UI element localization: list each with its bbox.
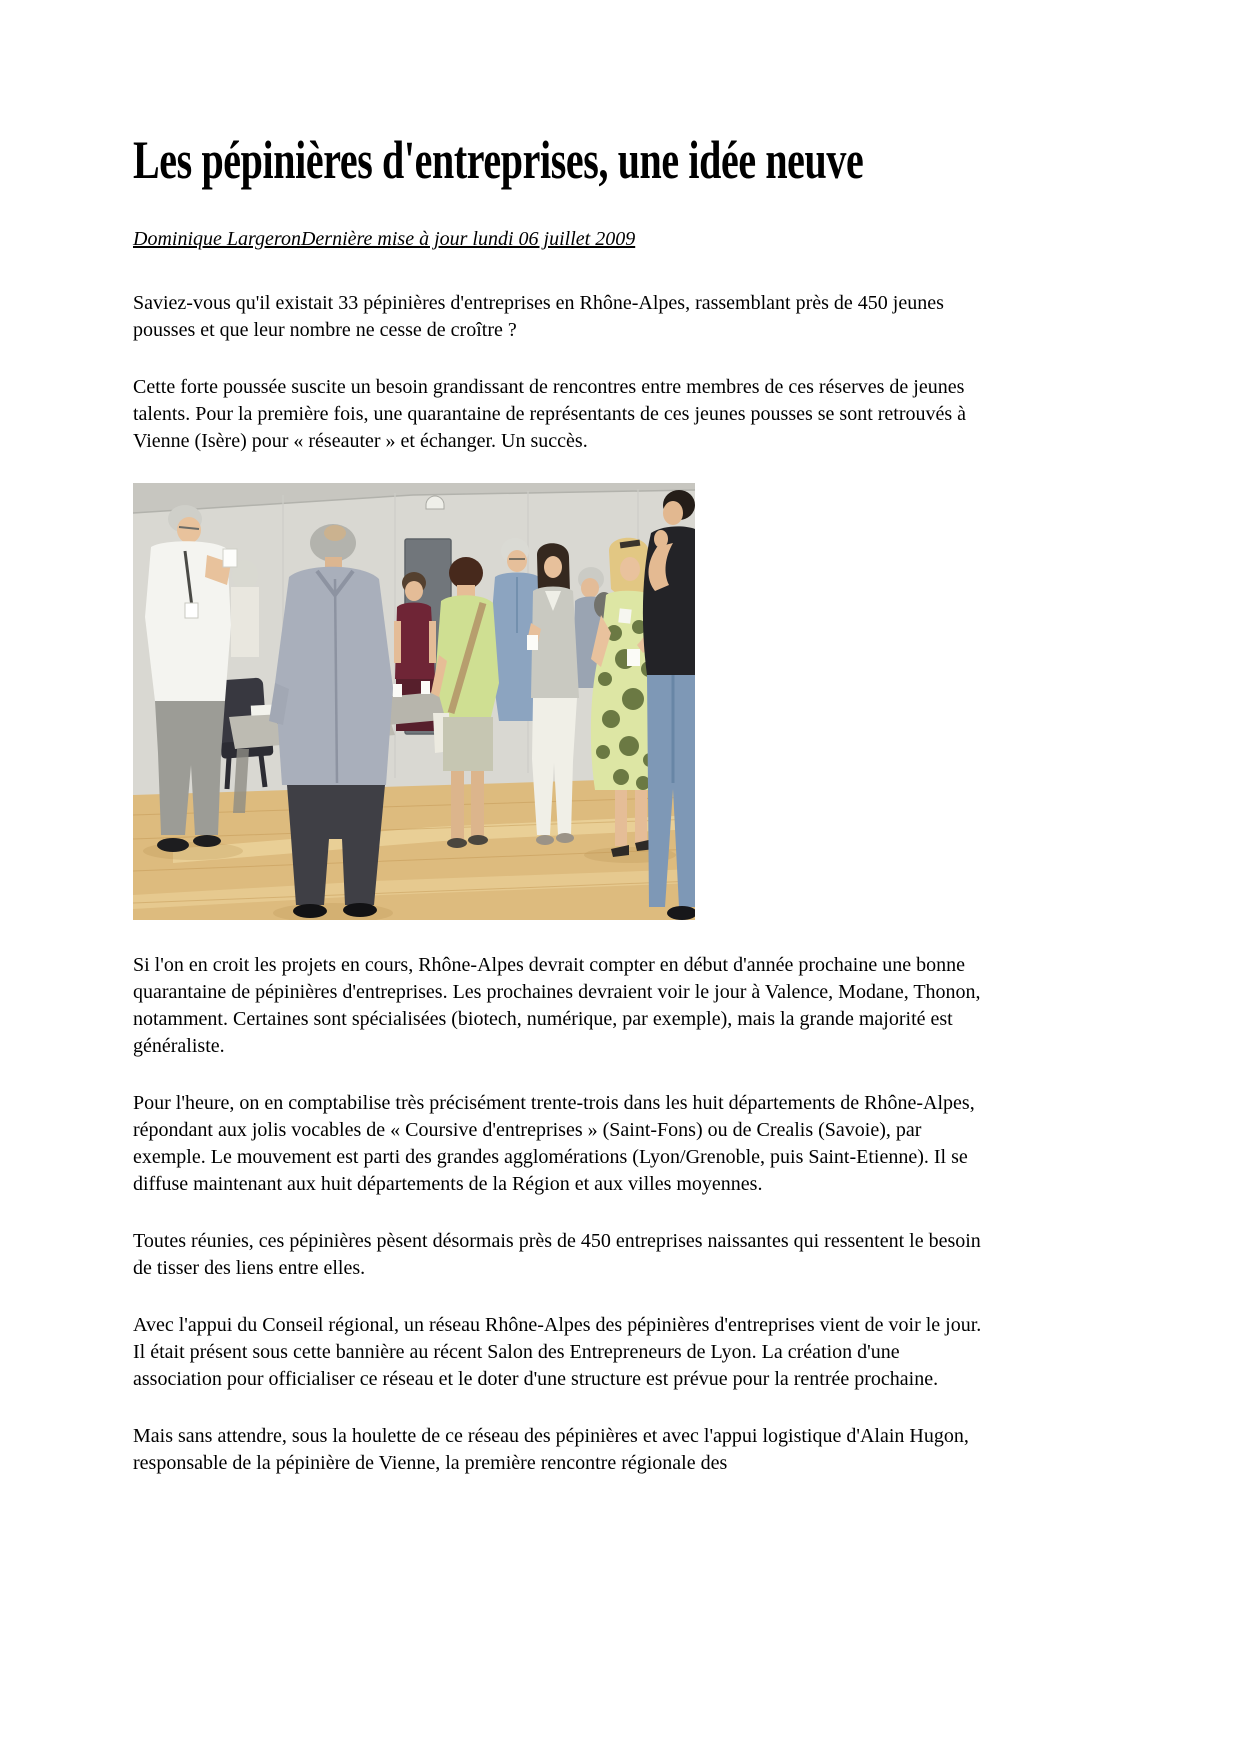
paragraph-7: Mais sans attendre, sous la houlette de ce réseau des pépinières et avec l'appui logistique d'Alain Hugon, responsable de la pépinière de Vienne, la première rencontre régionale des xyxy=(133,1425,969,1474)
photo-person-partial xyxy=(231,560,259,657)
article-byline: Dominique LargeronDernière mise à jour lundi 06 juillet 2009 xyxy=(133,228,636,250)
paragraph-3: Si l'on en croit les projets en cours, Rhône-Alpes devrait compter en début d'année prochaine une bonne quarantaine de pépinières d'entreprises. Les prochaines devraient voir le jour à Valence, Modane, Thonon, notamment. Certaines sont spécialisées (biotech, numérique, par exemple), mais la grande majorité est généraliste. xyxy=(133,954,981,1057)
paragraph-1: Saviez-vous qu'il existait 33 pépinières d'entreprises en Rhône-Alpes, rassemblant près de 450 jeunes pousses et que leur nombre ne cesse de croître ? xyxy=(133,292,944,341)
page-title: Les pépinières d'entreprises, une idée neuve xyxy=(133,130,864,190)
paragraph-6: Avec l'appui du Conseil régional, un réseau Rhône-Alpes des pépinières d'entreprises vient de voir le jour. Il était présent sous cette bannière au récent Salon des Entrepreneurs de Lyon. La création d'une association pour officialiser ce réseau et le doter d'une structure est prévue pour la rentrée prochaine. xyxy=(133,1314,982,1390)
paragraph-5: Toutes réunies, ces pépinières pèsent désormais près de 450 entreprises naissantes qui ressentent le besoin de tisser des liens entre elles. xyxy=(133,1230,981,1279)
event-photo-illustration xyxy=(133,483,695,920)
article-photo xyxy=(133,483,695,920)
wall-lamp xyxy=(426,496,444,509)
article xyxy=(133,0,985,1477)
paragraph-4: Pour l'heure, on en comptabilise très précisément trente-trois dans les huit départements de Rhône-Alpes, répondant aux jolis vocables de « Coursive d'entreprises » (Saint-Fons) ou de Crealis (Savoie), par exemple. Le mouvement est parti des grandes agglomérations (Lyon/Grenoble, puis Saint-Etienne). Il se diffuse maintenant aux huit départements de la Région et aux villes moyennes. xyxy=(133,1092,975,1195)
paragraph-2: Cette forte poussée suscite un besoin grandissant de rencontres entre membres de ces réserves de jeunes talents. Pour la première fois, une quarantaine de représentants de ces jeunes pousses se sont retrouvés à Vienne (Isère) pour « réseauter » et échanger. Un succès. xyxy=(133,376,967,452)
